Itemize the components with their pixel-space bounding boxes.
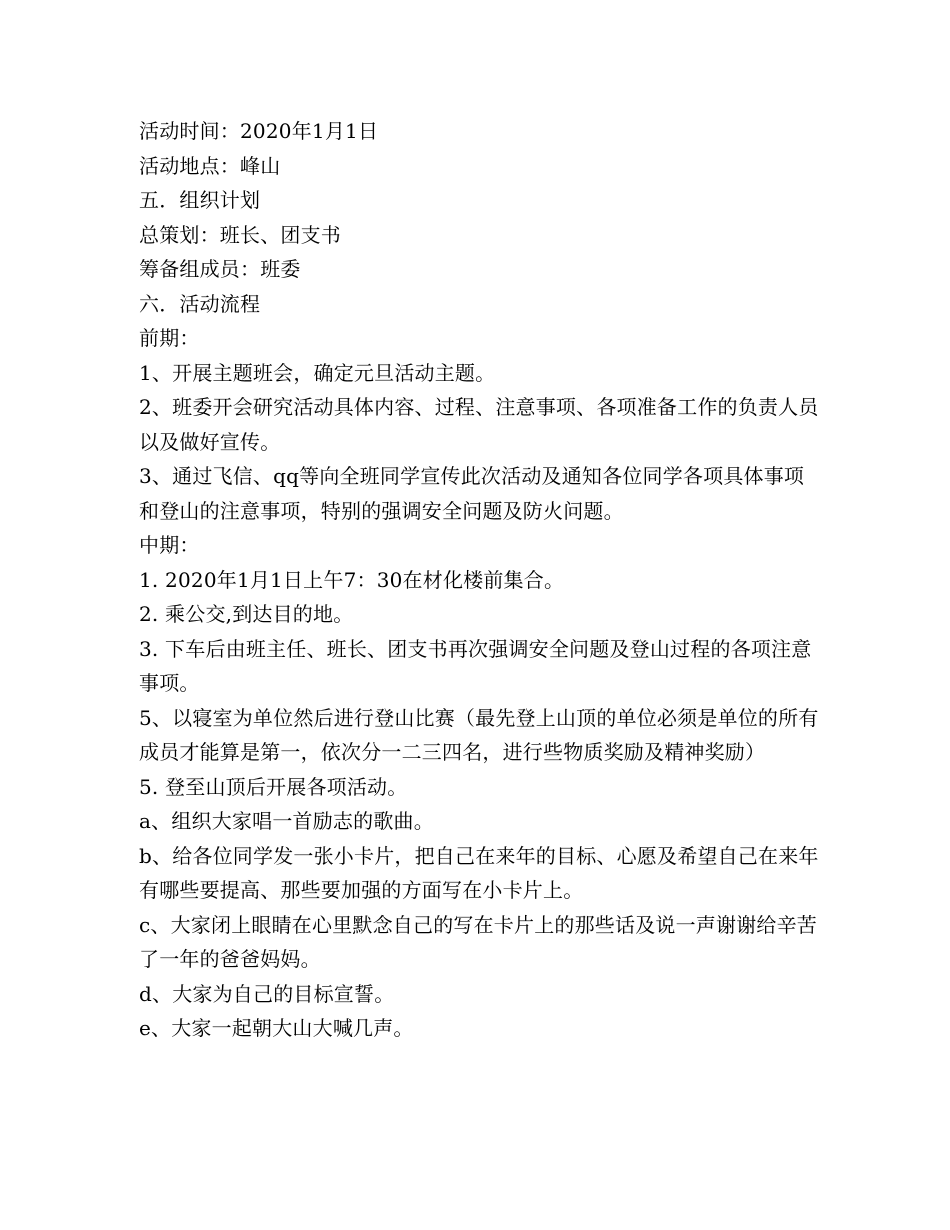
phase-heading-early: 前期： [139, 326, 200, 350]
list-item: 5. 登至山顶后开展各项活动。 [139, 774, 408, 799]
section-heading-process: 六．活动流程 [139, 291, 261, 316]
chief-planner-line: 总策划：班长、团支书 [139, 222, 341, 247]
list-item: 1、开展主题班会，确定元旦活动主题。 [139, 360, 496, 385]
prep-team-line: 筹备组成员：班委 [139, 257, 301, 281]
section-heading-organization: 五．组织计划 [139, 188, 261, 212]
phase-heading-middle: 中期： [139, 533, 200, 557]
activity-location-line: 活动地点：峰山 [139, 153, 281, 178]
sub-list-item: a、组织大家唱一首励志的歌曲。 [139, 809, 434, 833]
sub-list-item: d、大家为自己的目标宣誓。 [139, 981, 395, 1006]
sub-list-item: e、大家一起朝大山大喊几声。 [139, 1016, 414, 1040]
activity-time-line: 活动时间：2020年1月1日 [139, 119, 379, 143]
sub-list-item: c、大家闭上眼睛在心里默念自己的写在卡片上的那些话及说一声谢谢给辛苦了一年的爸爸妈妈。 [139, 912, 818, 971]
sub-list-item: b、给各位同学发一张小卡片，把自己在来年的目标、心愿及希望自己在来年有哪些要提高、那些要加强的方面写在小卡片上。 [139, 843, 819, 902]
document-body [139, 114, 819, 1046]
list-item: 2. 乘公交,到达目的地。 [139, 602, 354, 626]
list-item: 3. 下车后由班主任、班长、团支书再次强调安全问题及登山过程的各项注意事项。 [139, 636, 812, 695]
list-item: 5、以寝室为单位然后进行登山比赛（最先登上山顶的单位必须是单位的所有成员才能算是第一，依次分一二三四名，进行些物质奖励及精神奖励） [139, 705, 819, 764]
list-item: 1. 2020年1月1日上午7：30在材化楼前集合。 [139, 567, 565, 592]
list-item: 2、班委开会研究活动具体内容、过程、注意事项、各项准备工作的负责人员以及做好宣传。 [139, 395, 819, 454]
list-item: 3、通过飞信、qq等向全班同学宣传此次活动及通知各位同学各项具体事项和登山的注意事项，特别的强调安全问题及防火问题。 [139, 464, 805, 523]
